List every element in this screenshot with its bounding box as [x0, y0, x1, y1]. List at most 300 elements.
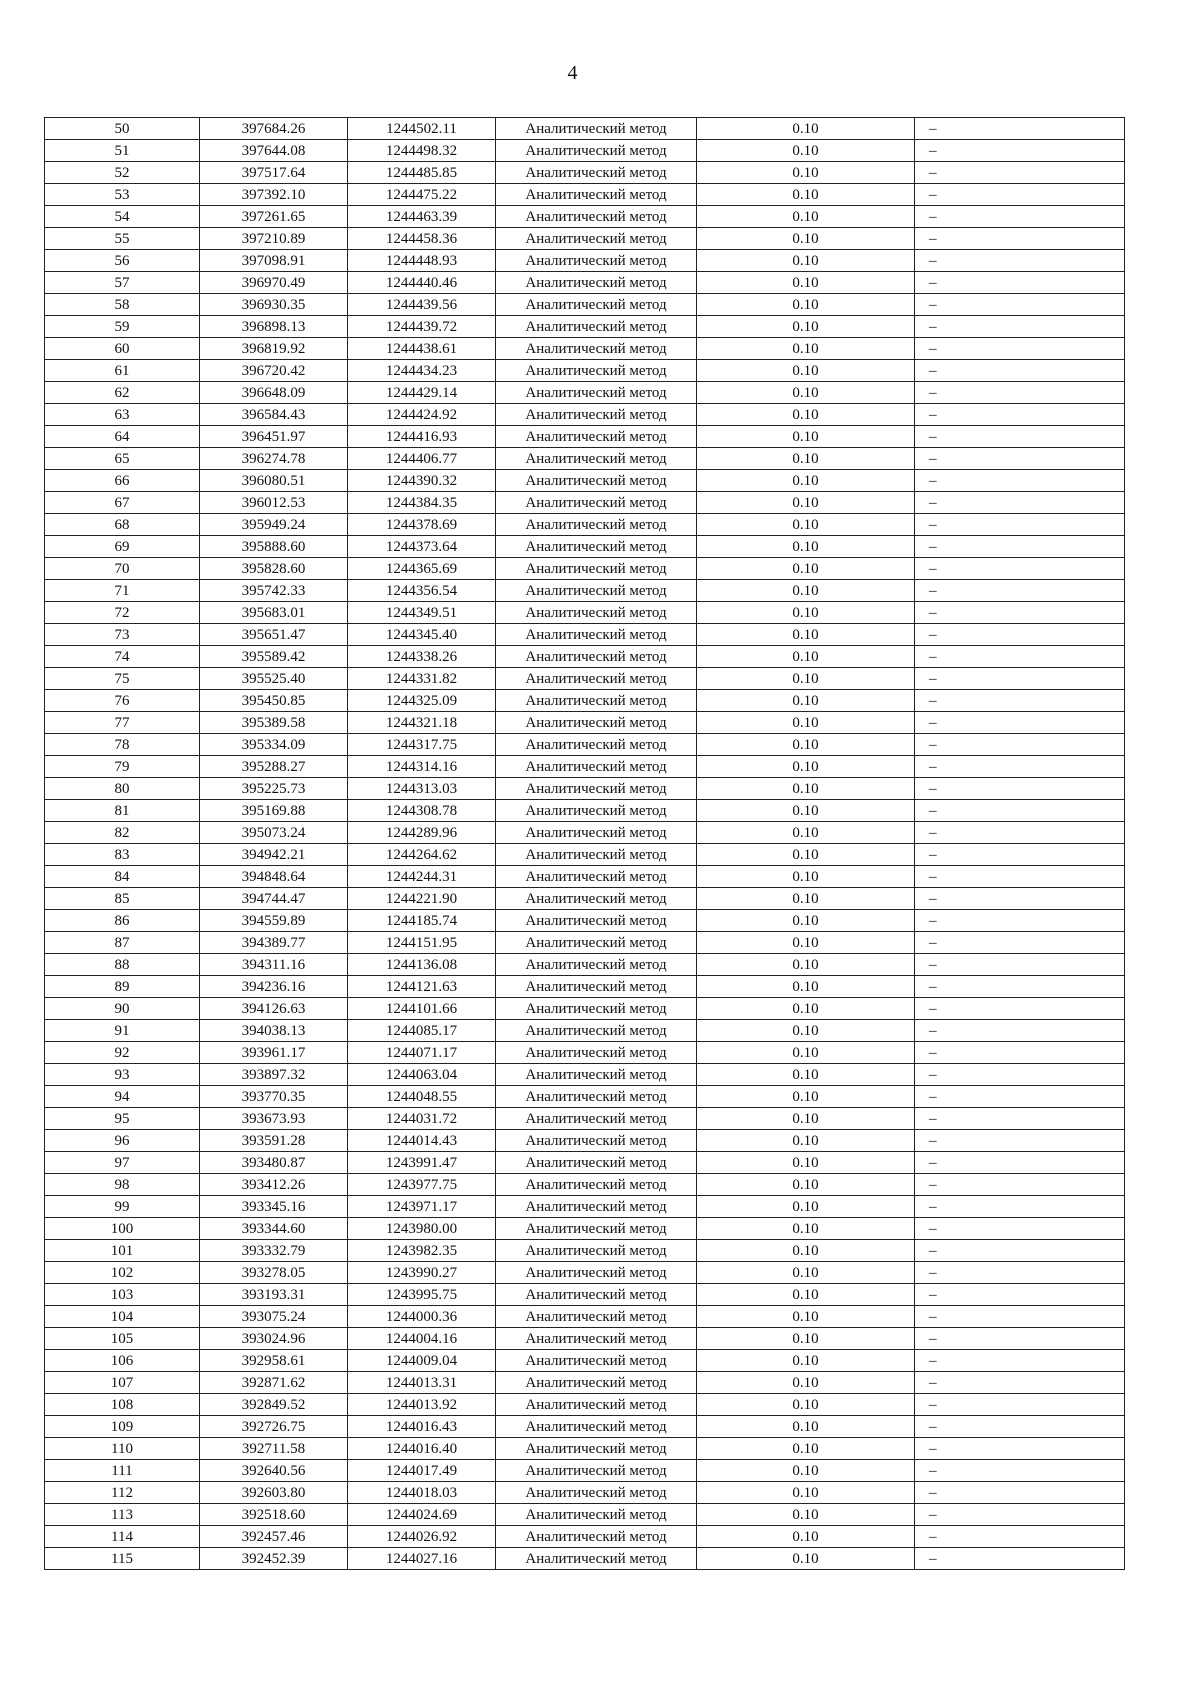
- cell-method: Аналитический метод: [496, 536, 697, 558]
- cell-method: Аналитический метод: [496, 1130, 697, 1152]
- cell-note: –: [915, 778, 1125, 800]
- table-row: [45, 580, 1125, 602]
- cell-method: Аналитический метод: [496, 690, 697, 712]
- cell-y-coordinate: 1244498.32: [348, 140, 496, 162]
- cell-y-coordinate: 1244018.03: [348, 1482, 496, 1504]
- cell-y-coordinate: 1244365.69: [348, 558, 496, 580]
- cell-method: Аналитический метод: [496, 140, 697, 162]
- table-row: [45, 250, 1125, 272]
- cell-y-coordinate: 1244027.16: [348, 1548, 496, 1570]
- cell-note: –: [915, 184, 1125, 206]
- cell-accuracy: 0.10: [697, 1086, 915, 1108]
- table-row: [45, 1460, 1125, 1482]
- cell-note: –: [915, 404, 1125, 426]
- cell-y-coordinate: 1244439.72: [348, 316, 496, 338]
- cell-method: Аналитический метод: [496, 1416, 697, 1438]
- cell-note: –: [915, 602, 1125, 624]
- cell-y-coordinate: 1244356.54: [348, 580, 496, 602]
- cell-accuracy: 0.10: [697, 118, 915, 140]
- cell-method: Аналитический метод: [496, 800, 697, 822]
- cell-point-number: 52: [45, 162, 200, 184]
- cell-note: –: [915, 1196, 1125, 1218]
- cell-x-coordinate: 393897.32: [200, 1064, 348, 1086]
- table-body: [45, 118, 1125, 1570]
- cell-accuracy: 0.10: [697, 1196, 915, 1218]
- cell-method: Аналитический метод: [496, 448, 697, 470]
- cell-method: Аналитический метод: [496, 778, 697, 800]
- table-row: [45, 866, 1125, 888]
- cell-accuracy: 0.10: [697, 426, 915, 448]
- cell-note: –: [915, 910, 1125, 932]
- cell-x-coordinate: 395334.09: [200, 734, 348, 756]
- table-row: [45, 1130, 1125, 1152]
- table-row: [45, 624, 1125, 646]
- cell-method: Аналитический метод: [496, 1526, 697, 1548]
- cell-point-number: 71: [45, 580, 200, 602]
- cell-method: Аналитический метод: [496, 998, 697, 1020]
- cell-y-coordinate: 1244264.62: [348, 844, 496, 866]
- table-row: [45, 1064, 1125, 1086]
- cell-accuracy: 0.10: [697, 206, 915, 228]
- cell-note: –: [915, 558, 1125, 580]
- cell-point-number: 115: [45, 1548, 200, 1570]
- cell-x-coordinate: 395389.58: [200, 712, 348, 734]
- table-row: [45, 118, 1125, 140]
- cell-y-coordinate: 1244221.90: [348, 888, 496, 910]
- cell-note: –: [915, 734, 1125, 756]
- table-row: [45, 272, 1125, 294]
- cell-accuracy: 0.10: [697, 338, 915, 360]
- table-row: [45, 1328, 1125, 1350]
- cell-point-number: 70: [45, 558, 200, 580]
- cell-note: –: [915, 1284, 1125, 1306]
- cell-point-number: 94: [45, 1086, 200, 1108]
- cell-note: –: [915, 1394, 1125, 1416]
- table-row: [45, 1086, 1125, 1108]
- cell-x-coordinate: 394038.13: [200, 1020, 348, 1042]
- cell-accuracy: 0.10: [697, 228, 915, 250]
- cell-note: –: [915, 932, 1125, 954]
- cell-accuracy: 0.10: [697, 668, 915, 690]
- table-row: [45, 1548, 1125, 1570]
- table-row: [45, 646, 1125, 668]
- cell-x-coordinate: 397684.26: [200, 118, 348, 140]
- cell-x-coordinate: 394942.21: [200, 844, 348, 866]
- table-row: [45, 668, 1125, 690]
- cell-y-coordinate: 1244026.92: [348, 1526, 496, 1548]
- cell-accuracy: 0.10: [697, 712, 915, 734]
- cell-x-coordinate: 392640.56: [200, 1460, 348, 1482]
- cell-x-coordinate: 395888.60: [200, 536, 348, 558]
- table-row: [45, 1372, 1125, 1394]
- cell-note: –: [915, 1416, 1125, 1438]
- cell-method: Аналитический метод: [496, 624, 697, 646]
- cell-point-number: 111: [45, 1460, 200, 1482]
- cell-note: –: [915, 228, 1125, 250]
- cell-method: Аналитический метод: [496, 118, 697, 140]
- cell-y-coordinate: 1244331.82: [348, 668, 496, 690]
- table-row: [45, 712, 1125, 734]
- table-row: [45, 536, 1125, 558]
- cell-y-coordinate: 1244317.75: [348, 734, 496, 756]
- cell-method: Аналитический метод: [496, 514, 697, 536]
- cell-point-number: 83: [45, 844, 200, 866]
- cell-note: –: [915, 1174, 1125, 1196]
- cell-accuracy: 0.10: [697, 690, 915, 712]
- cell-y-coordinate: 1244502.11: [348, 118, 496, 140]
- cell-note: –: [915, 866, 1125, 888]
- cell-y-coordinate: 1244313.03: [348, 778, 496, 800]
- cell-accuracy: 0.10: [697, 140, 915, 162]
- cell-point-number: 109: [45, 1416, 200, 1438]
- cell-point-number: 81: [45, 800, 200, 822]
- cell-note: –: [915, 998, 1125, 1020]
- cell-accuracy: 0.10: [697, 316, 915, 338]
- cell-method: Аналитический метод: [496, 382, 697, 404]
- table-row: [45, 954, 1125, 976]
- cell-point-number: 63: [45, 404, 200, 426]
- cell-accuracy: 0.10: [697, 954, 915, 976]
- cell-point-number: 82: [45, 822, 200, 844]
- cell-x-coordinate: 393673.93: [200, 1108, 348, 1130]
- cell-accuracy: 0.10: [697, 1482, 915, 1504]
- cell-accuracy: 0.10: [697, 448, 915, 470]
- cell-accuracy: 0.10: [697, 514, 915, 536]
- table-row: [45, 514, 1125, 536]
- cell-accuracy: 0.10: [697, 1328, 915, 1350]
- cell-note: –: [915, 1482, 1125, 1504]
- cell-point-number: 102: [45, 1262, 200, 1284]
- cell-y-coordinate: 1243980.00: [348, 1218, 496, 1240]
- cell-x-coordinate: 396720.42: [200, 360, 348, 382]
- table-row: [45, 1504, 1125, 1526]
- cell-x-coordinate: 393480.87: [200, 1152, 348, 1174]
- cell-method: Аналитический метод: [496, 1240, 697, 1262]
- cell-y-coordinate: 1243977.75: [348, 1174, 496, 1196]
- cell-note: –: [915, 756, 1125, 778]
- cell-point-number: 75: [45, 668, 200, 690]
- cell-accuracy: 0.10: [697, 294, 915, 316]
- cell-method: Аналитический метод: [496, 888, 697, 910]
- cell-point-number: 86: [45, 910, 200, 932]
- cell-note: –: [915, 1108, 1125, 1130]
- cell-y-coordinate: 1244314.16: [348, 756, 496, 778]
- cell-point-number: 110: [45, 1438, 200, 1460]
- cell-x-coordinate: 392726.75: [200, 1416, 348, 1438]
- table-row: [45, 448, 1125, 470]
- cell-y-coordinate: 1244434.23: [348, 360, 496, 382]
- cell-point-number: 65: [45, 448, 200, 470]
- cell-note: –: [915, 646, 1125, 668]
- cell-y-coordinate: 1244390.32: [348, 470, 496, 492]
- cell-point-number: 53: [45, 184, 200, 206]
- table-row: [45, 932, 1125, 954]
- cell-method: Аналитический метод: [496, 184, 697, 206]
- table-row: [45, 1438, 1125, 1460]
- table-row: [45, 338, 1125, 360]
- cell-note: –: [915, 360, 1125, 382]
- cell-method: Аналитический метод: [496, 1394, 697, 1416]
- cell-note: –: [915, 1438, 1125, 1460]
- cell-method: Аналитический метод: [496, 470, 697, 492]
- cell-x-coordinate: 392457.46: [200, 1526, 348, 1548]
- cell-y-coordinate: 1244321.18: [348, 712, 496, 734]
- cell-note: –: [915, 822, 1125, 844]
- cell-x-coordinate: 395525.40: [200, 668, 348, 690]
- table-row: [45, 492, 1125, 514]
- cell-x-coordinate: 393332.79: [200, 1240, 348, 1262]
- cell-x-coordinate: 396819.92: [200, 338, 348, 360]
- cell-point-number: 85: [45, 888, 200, 910]
- table-row: [45, 140, 1125, 162]
- cell-note: –: [915, 976, 1125, 998]
- cell-point-number: 107: [45, 1372, 200, 1394]
- table-row: [45, 910, 1125, 932]
- cell-accuracy: 0.10: [697, 492, 915, 514]
- cell-method: Аналитический метод: [496, 580, 697, 602]
- cell-x-coordinate: 394744.47: [200, 888, 348, 910]
- table-row: [45, 734, 1125, 756]
- cell-y-coordinate: 1244458.36: [348, 228, 496, 250]
- cell-point-number: 97: [45, 1152, 200, 1174]
- cell-note: –: [915, 1350, 1125, 1372]
- table-row: [45, 998, 1125, 1020]
- table-row: [45, 800, 1125, 822]
- cell-note: –: [915, 426, 1125, 448]
- cell-note: –: [915, 1306, 1125, 1328]
- cell-point-number: 96: [45, 1130, 200, 1152]
- cell-accuracy: 0.10: [697, 1042, 915, 1064]
- cell-x-coordinate: 394389.77: [200, 932, 348, 954]
- cell-note: –: [915, 1504, 1125, 1526]
- cell-method: Аналитический метод: [496, 1152, 697, 1174]
- cell-y-coordinate: 1244009.04: [348, 1350, 496, 1372]
- cell-x-coordinate: 393591.28: [200, 1130, 348, 1152]
- cell-x-coordinate: 392603.80: [200, 1482, 348, 1504]
- cell-accuracy: 0.10: [697, 162, 915, 184]
- cell-point-number: 64: [45, 426, 200, 448]
- cell-point-number: 78: [45, 734, 200, 756]
- cell-accuracy: 0.10: [697, 1108, 915, 1130]
- cell-note: –: [915, 492, 1125, 514]
- cell-y-coordinate: 1244406.77: [348, 448, 496, 470]
- table-row: [45, 316, 1125, 338]
- cell-method: Аналитический метод: [496, 1086, 697, 1108]
- cell-method: Аналитический метод: [496, 1064, 697, 1086]
- cell-x-coordinate: 397517.64: [200, 162, 348, 184]
- cell-y-coordinate: 1244014.43: [348, 1130, 496, 1152]
- cell-point-number: 79: [45, 756, 200, 778]
- cell-note: –: [915, 1042, 1125, 1064]
- cell-y-coordinate: 1244384.35: [348, 492, 496, 514]
- cell-accuracy: 0.10: [697, 558, 915, 580]
- cell-point-number: 62: [45, 382, 200, 404]
- table-row: [45, 602, 1125, 624]
- cell-method: Аналитический метод: [496, 250, 697, 272]
- cell-y-coordinate: 1244244.31: [348, 866, 496, 888]
- cell-accuracy: 0.10: [697, 1438, 915, 1460]
- table-row: [45, 844, 1125, 866]
- cell-y-coordinate: 1244438.61: [348, 338, 496, 360]
- cell-method: Аналитический метод: [496, 646, 697, 668]
- cell-accuracy: 0.10: [697, 184, 915, 206]
- cell-note: –: [915, 1086, 1125, 1108]
- cell-note: –: [915, 888, 1125, 910]
- cell-note: –: [915, 1328, 1125, 1350]
- cell-note: –: [915, 338, 1125, 360]
- cell-accuracy: 0.10: [697, 1020, 915, 1042]
- cell-x-coordinate: 396584.43: [200, 404, 348, 426]
- cell-note: –: [915, 514, 1125, 536]
- cell-point-number: 87: [45, 932, 200, 954]
- table-row: [45, 1152, 1125, 1174]
- cell-method: Аналитический метод: [496, 338, 697, 360]
- cell-method: Аналитический метод: [496, 844, 697, 866]
- cell-x-coordinate: 393344.60: [200, 1218, 348, 1240]
- cell-method: Аналитический метод: [496, 426, 697, 448]
- cell-y-coordinate: 1244031.72: [348, 1108, 496, 1130]
- cell-y-coordinate: 1244013.92: [348, 1394, 496, 1416]
- table-row: [45, 1196, 1125, 1218]
- cell-point-number: 104: [45, 1306, 200, 1328]
- cell-y-coordinate: 1244308.78: [348, 800, 496, 822]
- cell-accuracy: 0.10: [697, 734, 915, 756]
- table-row: [45, 294, 1125, 316]
- cell-x-coordinate: 394236.16: [200, 976, 348, 998]
- cell-y-coordinate: 1244289.96: [348, 822, 496, 844]
- cell-note: –: [915, 1548, 1125, 1570]
- cell-note: –: [915, 250, 1125, 272]
- cell-y-coordinate: 1244063.04: [348, 1064, 496, 1086]
- cell-method: Аналитический метод: [496, 976, 697, 998]
- cell-note: –: [915, 1064, 1125, 1086]
- cell-x-coordinate: 392711.58: [200, 1438, 348, 1460]
- cell-accuracy: 0.10: [697, 998, 915, 1020]
- cell-method: Аналитический метод: [496, 1438, 697, 1460]
- cell-point-number: 89: [45, 976, 200, 998]
- cell-method: Аналитический метод: [496, 1108, 697, 1130]
- cell-x-coordinate: 397644.08: [200, 140, 348, 162]
- cell-note: –: [915, 800, 1125, 822]
- cell-note: –: [915, 162, 1125, 184]
- cell-x-coordinate: 395651.47: [200, 624, 348, 646]
- cell-point-number: 60: [45, 338, 200, 360]
- cell-note: –: [915, 206, 1125, 228]
- cell-y-coordinate: 1244416.93: [348, 426, 496, 448]
- cell-method: Аналитический метод: [496, 558, 697, 580]
- cell-point-number: 106: [45, 1350, 200, 1372]
- cell-point-number: 61: [45, 360, 200, 382]
- cell-x-coordinate: 394848.64: [200, 866, 348, 888]
- cell-method: Аналитический метод: [496, 1482, 697, 1504]
- cell-method: Аналитический метод: [496, 1504, 697, 1526]
- cell-point-number: 80: [45, 778, 200, 800]
- cell-x-coordinate: 396080.51: [200, 470, 348, 492]
- cell-accuracy: 0.10: [697, 404, 915, 426]
- cell-point-number: 108: [45, 1394, 200, 1416]
- cell-method: Аналитический метод: [496, 316, 697, 338]
- cell-accuracy: 0.10: [697, 1064, 915, 1086]
- cell-x-coordinate: 393278.05: [200, 1262, 348, 1284]
- page-number: 4: [567, 62, 578, 84]
- cell-accuracy: 0.10: [697, 272, 915, 294]
- cell-point-number: 74: [45, 646, 200, 668]
- cell-x-coordinate: 395288.27: [200, 756, 348, 778]
- cell-y-coordinate: 1244338.26: [348, 646, 496, 668]
- table-row: [45, 360, 1125, 382]
- cell-note: –: [915, 272, 1125, 294]
- cell-point-number: 103: [45, 1284, 200, 1306]
- cell-y-coordinate: 1243990.27: [348, 1262, 496, 1284]
- cell-x-coordinate: 396012.53: [200, 492, 348, 514]
- cell-note: –: [915, 382, 1125, 404]
- cell-method: Аналитический метод: [496, 162, 697, 184]
- cell-point-number: 105: [45, 1328, 200, 1350]
- table-row: [45, 470, 1125, 492]
- cell-method: Аналитический метод: [496, 668, 697, 690]
- cell-method: Аналитический метод: [496, 1306, 697, 1328]
- cell-method: Аналитический метод: [496, 492, 697, 514]
- cell-y-coordinate: 1244424.92: [348, 404, 496, 426]
- cell-point-number: 66: [45, 470, 200, 492]
- cell-method: Аналитический метод: [496, 1218, 697, 1240]
- cell-accuracy: 0.10: [697, 1460, 915, 1482]
- cell-y-coordinate: 1244345.40: [348, 624, 496, 646]
- cell-y-coordinate: 1244440.46: [348, 272, 496, 294]
- cell-x-coordinate: 392518.60: [200, 1504, 348, 1526]
- cell-note: –: [915, 624, 1125, 646]
- cell-y-coordinate: 1244101.66: [348, 998, 496, 1020]
- cell-point-number: 76: [45, 690, 200, 712]
- cell-y-coordinate: 1244016.40: [348, 1438, 496, 1460]
- table-row: [45, 1020, 1125, 1042]
- cell-x-coordinate: 397261.65: [200, 206, 348, 228]
- cell-method: Аналитический метод: [496, 1372, 697, 1394]
- cell-note: –: [915, 1240, 1125, 1262]
- cell-note: –: [915, 580, 1125, 602]
- cell-x-coordinate: 395742.33: [200, 580, 348, 602]
- cell-y-coordinate: 1244485.85: [348, 162, 496, 184]
- cell-note: –: [915, 668, 1125, 690]
- table-row: [45, 976, 1125, 998]
- cell-accuracy: 0.10: [697, 778, 915, 800]
- cell-point-number: 84: [45, 866, 200, 888]
- cell-note: –: [915, 448, 1125, 470]
- coordinates-table: [44, 117, 1125, 1570]
- table-row: [45, 1042, 1125, 1064]
- cell-accuracy: 0.10: [697, 250, 915, 272]
- cell-point-number: 100: [45, 1218, 200, 1240]
- cell-x-coordinate: 395225.73: [200, 778, 348, 800]
- cell-point-number: 92: [45, 1042, 200, 1064]
- table-row: [45, 206, 1125, 228]
- cell-y-coordinate: 1244349.51: [348, 602, 496, 624]
- cell-note: –: [915, 1218, 1125, 1240]
- cell-point-number: 54: [45, 206, 200, 228]
- cell-y-coordinate: 1244016.43: [348, 1416, 496, 1438]
- cell-y-coordinate: 1243982.35: [348, 1240, 496, 1262]
- cell-accuracy: 0.10: [697, 844, 915, 866]
- cell-note: –: [915, 1130, 1125, 1152]
- cell-y-coordinate: 1244017.49: [348, 1460, 496, 1482]
- cell-y-coordinate: 1244378.69: [348, 514, 496, 536]
- cell-point-number: 55: [45, 228, 200, 250]
- cell-method: Аналитический метод: [496, 734, 697, 756]
- cell-accuracy: 0.10: [697, 888, 915, 910]
- cell-note: –: [915, 118, 1125, 140]
- cell-x-coordinate: 396451.97: [200, 426, 348, 448]
- cell-note: –: [915, 1020, 1125, 1042]
